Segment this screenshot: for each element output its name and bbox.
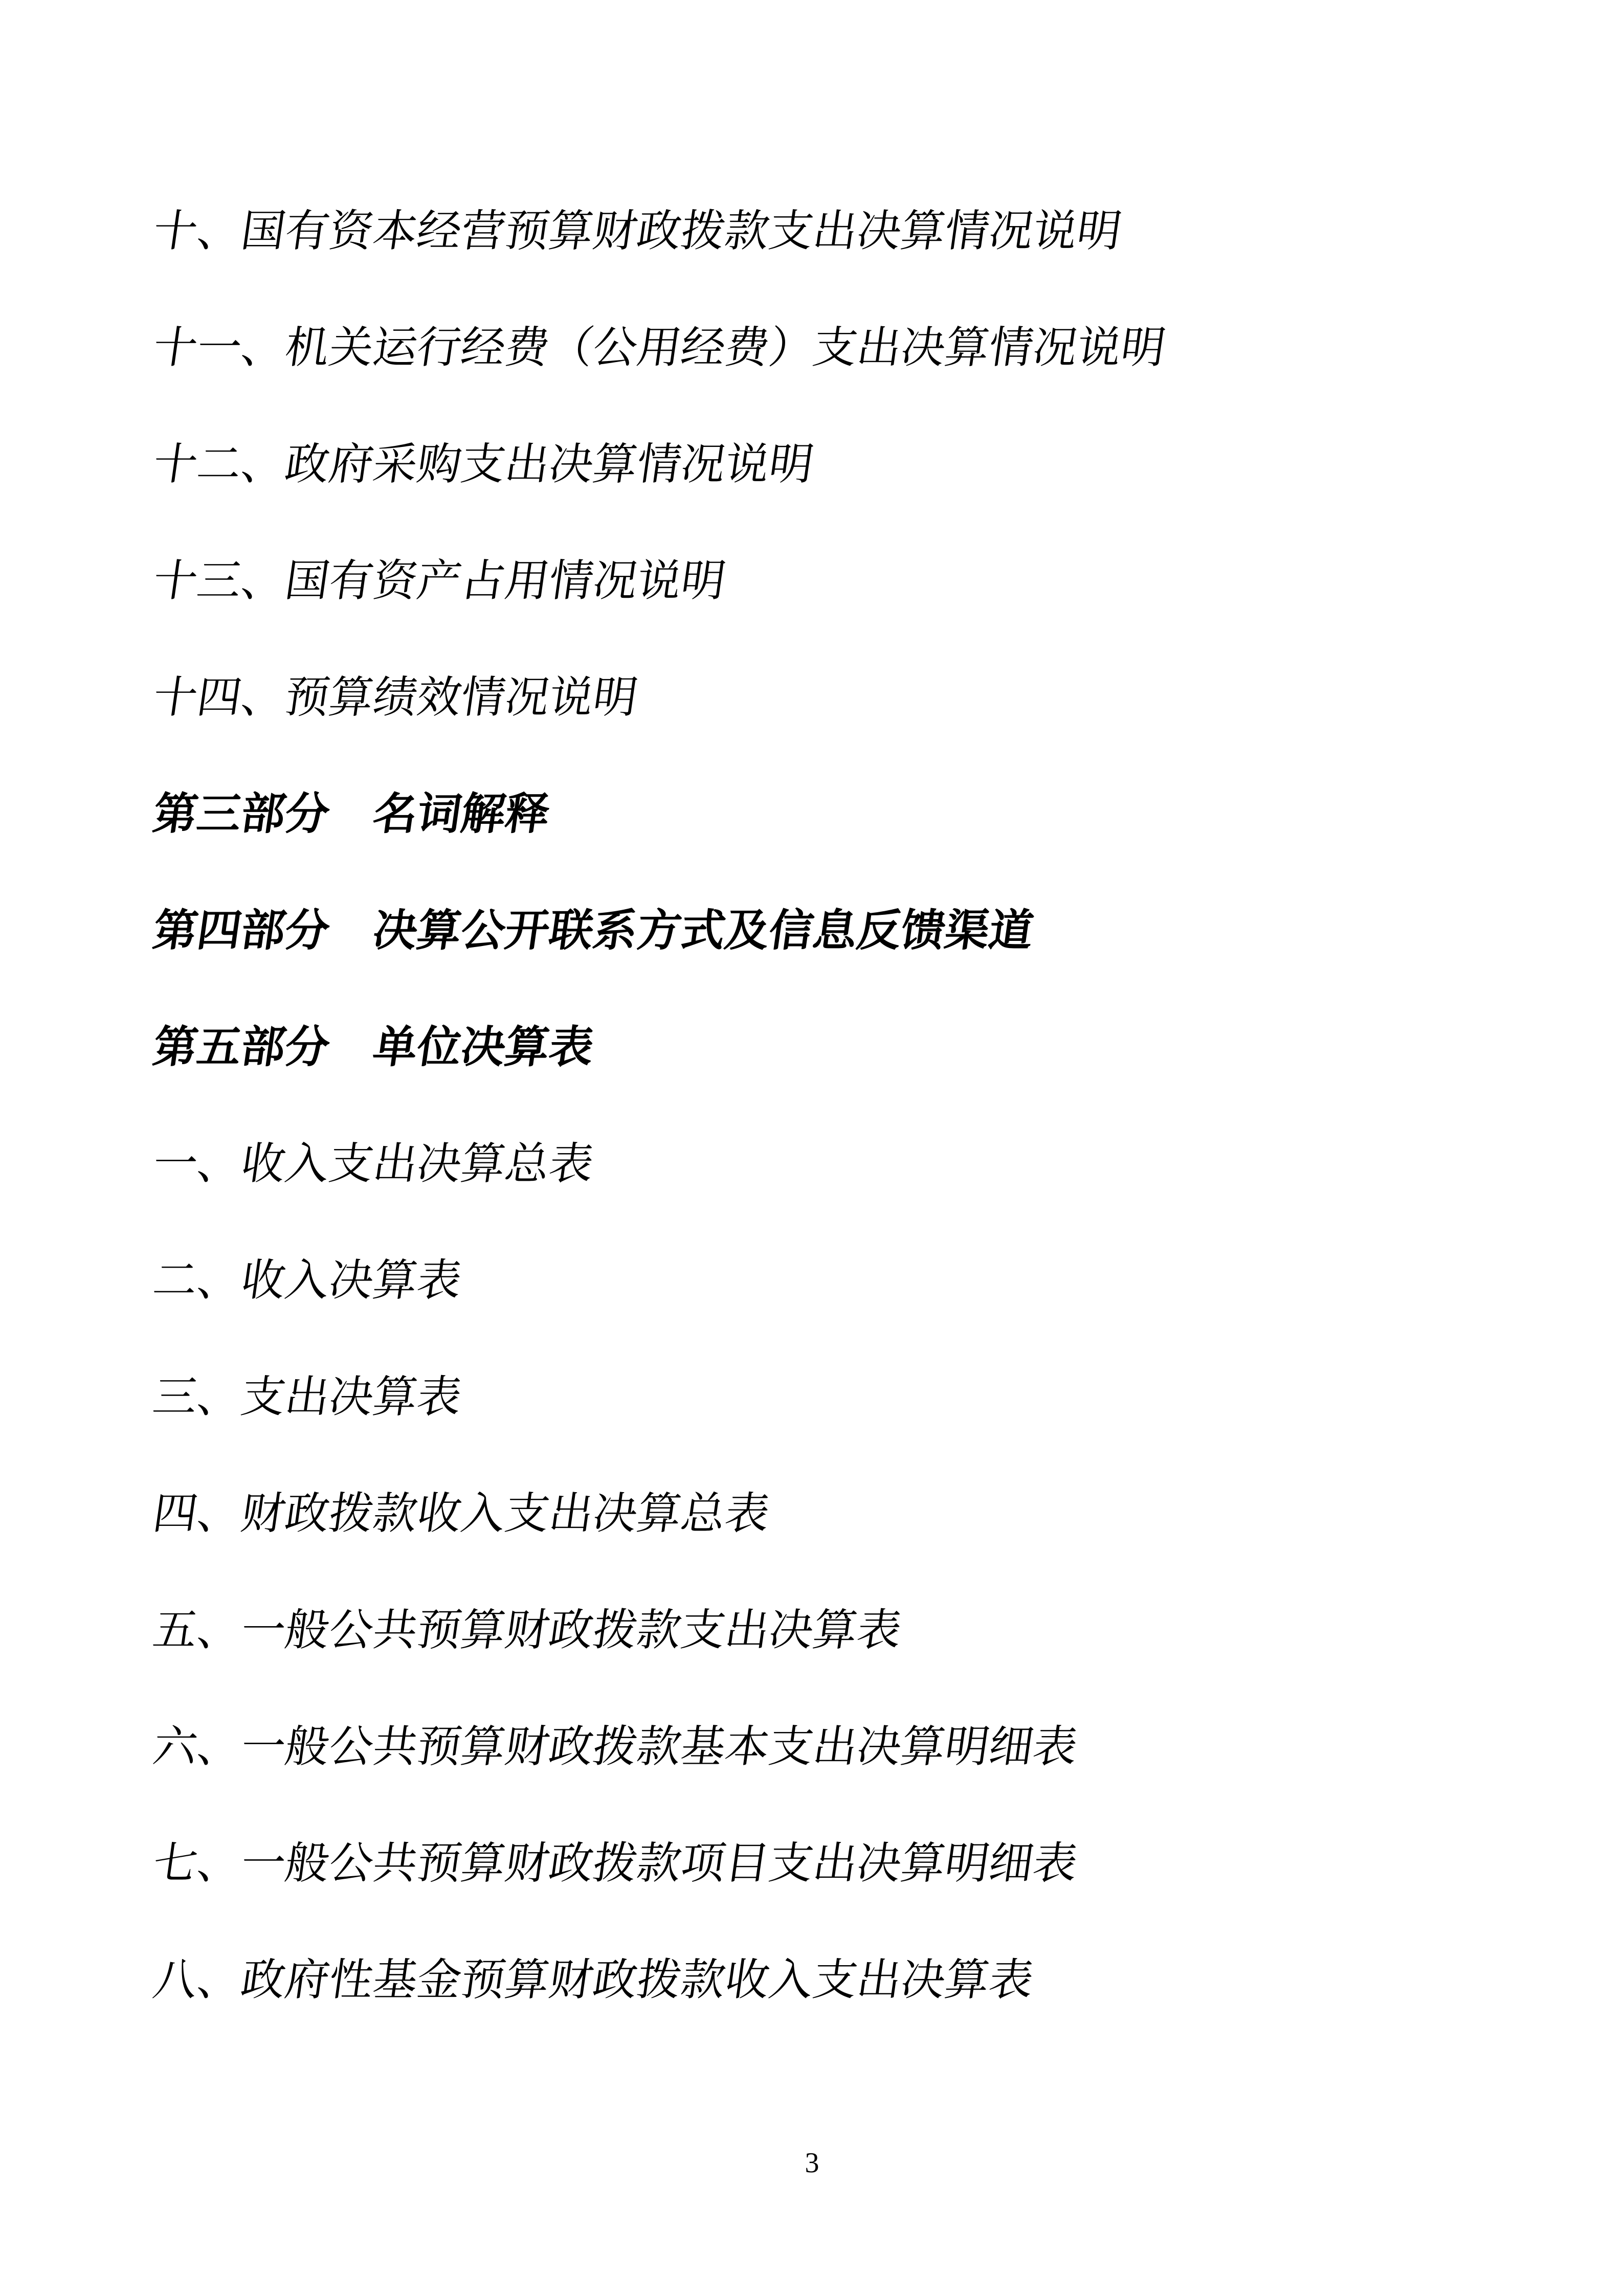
- toc-item-13: 十三、国有资产占用情况说明: [150, 556, 729, 605]
- toc-item-5: 五、一般公共预算财政拨款支出决算表: [150, 1606, 905, 1655]
- toc-item-11: 十一、机关运行经费（公用经费）支出决算情况说明: [150, 323, 1169, 372]
- toc-item-8: 八、政府性基金预算财政拨款收入支出决算表: [150, 1955, 1037, 2005]
- toc-item-14: 十四、预算绩效情况说明: [150, 673, 641, 722]
- section-heading-part-5: 第五部分 单位决算表: [150, 1023, 597, 1072]
- toc-item-2: 二、收入决算表: [150, 1256, 465, 1305]
- section-heading-part-4: 第四部分 决算公开联系方式及信息反馈渠道: [150, 906, 1037, 955]
- toc-item-6: 六、一般公共预算财政拨款基本支出决算明细表: [150, 1722, 1081, 1771]
- section-heading-part-3: 第三部分 名词解释: [150, 790, 553, 839]
- page-number: 3: [805, 2147, 819, 2179]
- toc-item-12: 十二、政府采购支出决算情况说明: [150, 440, 817, 489]
- toc-item-7: 七、一般公共预算财政拨款项目支出决算明细表: [150, 1839, 1081, 1888]
- table-of-contents: [150, 173, 1547, 2038]
- toc-item-4: 四、财政拨款收入支出决算总表: [150, 1489, 773, 1538]
- toc-item-1: 一、收入支出决算总表: [150, 1139, 597, 1188]
- toc-item-10: 十、国有资本经营预算财政拨款支出决算情况说明: [150, 207, 1125, 256]
- toc-item-3: 三、支出决算表: [150, 1372, 465, 1422]
